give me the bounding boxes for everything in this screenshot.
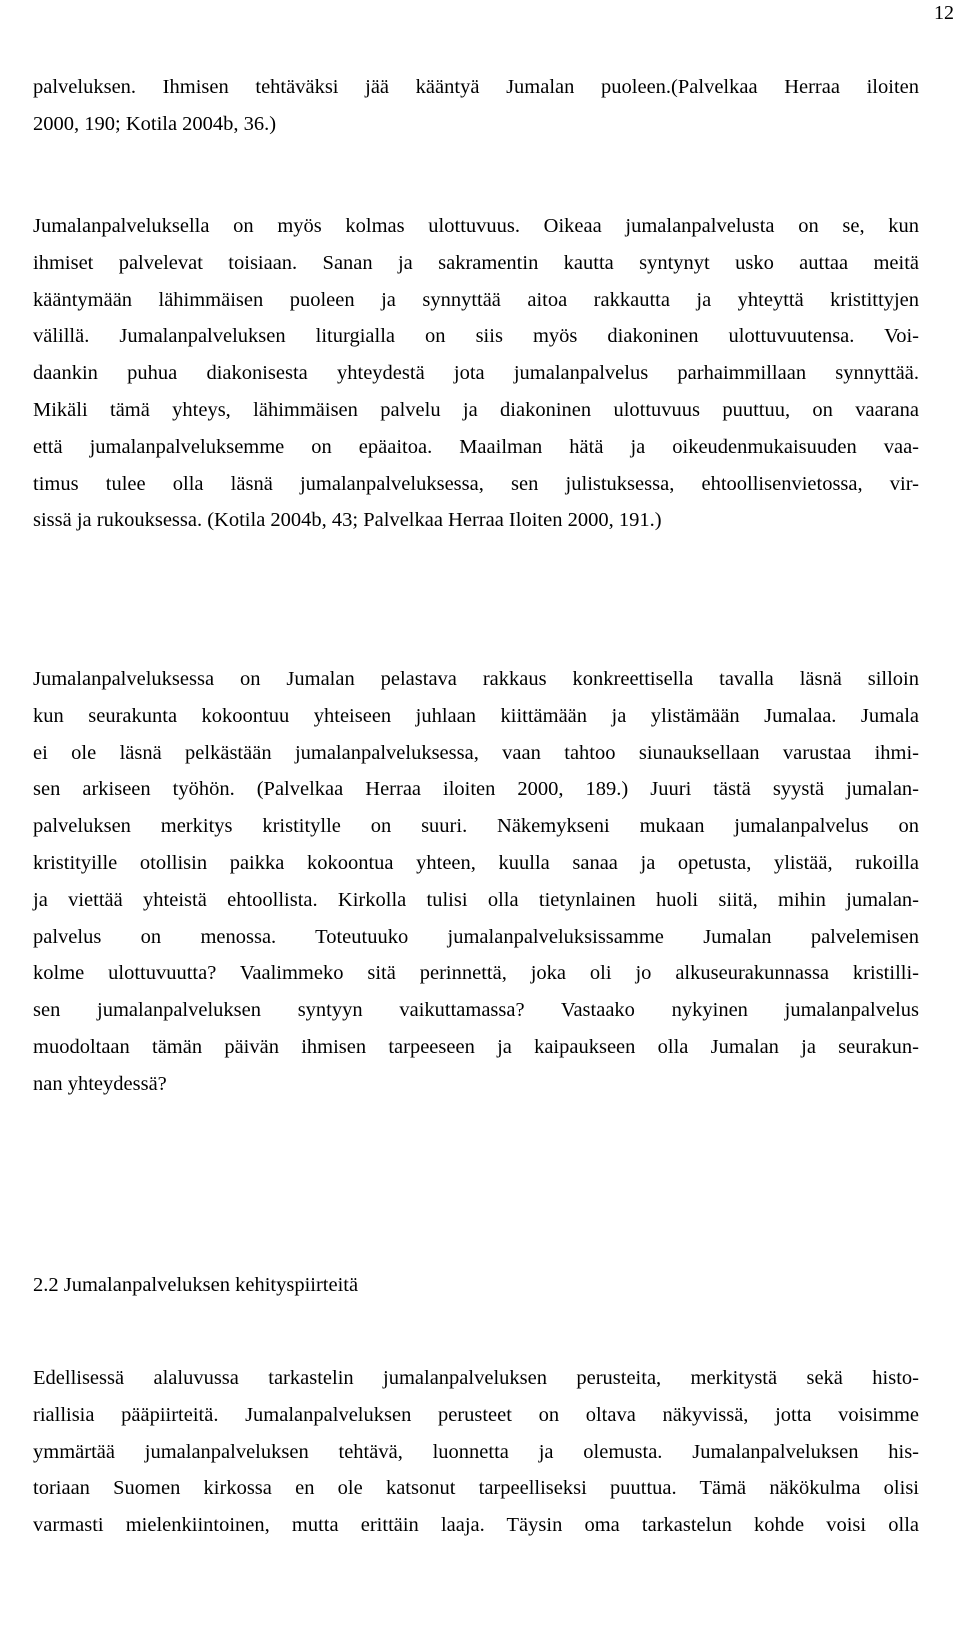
section-heading-text: 2.2 Jumalanpalveluksen kehityspiirteitä: [33, 1274, 359, 1296]
text-line: kun seurakunta kokoontuu yhteiseen juhlaan kiittämään ja ylistämään Jumalaa. Jumala: [33, 704, 919, 727]
text-line: 2000, 190; Kotila 2004b, 36.): [33, 112, 277, 135]
text-line: riallisia pääpiirteitä. Jumalanpalveluksen perusteet on oltava näkyvissä, jotta voisimme: [33, 1403, 919, 1426]
text-line: Edellisessä alaluvussa tarkastelin jumalanpalveluksen perusteita, merkitystä sekä histo-: [33, 1367, 919, 1389]
text-line: kolme ulottuvuutta? Vaalimmeko sitä perinnettä, joka oli jo alkuseurakunnassa kristilli-: [33, 962, 919, 985]
text-line: Mikäli tämä yhteys, lähimmäisen palvelu ja diakoninen ulottuvuus puuttuu, on vaarana: [33, 398, 919, 421]
text-line: sen jumalanpalveluksen syntyyn vaikuttamassa? Vastaako nykyinen jumalanpalvelus: [33, 999, 919, 1022]
text-line: ymmärtää jumalanpalveluksen tehtävä, luonnetta ja olemusta. Jumalanpalveluksen his-: [33, 1440, 919, 1463]
paragraph-1: [33, 69, 919, 143]
text-line: timus tulee olla läsnä jumalanpalveluksessa, sen julistuksessa, ehtoollisenvietossa, vir-: [33, 472, 919, 495]
text-line: ei ole läsnä pelkästään jumalanpalveluksessa, vaan tahtoo siunauksellaan varustaa ihmi-: [33, 741, 919, 764]
text-line: Jumalanpalveluksella on myös kolmas ulottuvuus. Oikeaa jumalanpalvelusta on se, kun: [33, 215, 919, 237]
text-line: kristityille otollisin paikka kokoontua yhteen, kuulla sanaa ja opetusta, ylistää, rukoilla: [33, 851, 919, 874]
text-line: varmasti mielenkiintoinen, mutta erittäin laaja. Täysin oma tarkastelun kohde voisi olla: [33, 1514, 919, 1537]
text-line: Jumalanpalveluksessa on Jumalan pelastava rakkaus konkreettisella tavalla läsnä silloin: [33, 668, 919, 690]
text-line: muodoltaan tämän päivän ihmisen tarpeeseen ja kaipaukseen olla Jumalan ja seurakun-: [33, 1035, 919, 1058]
paragraph-4: [33, 1360, 919, 1544]
text-line: palvelus on menossa. Toteutuuko jumalanpalveluksissamme Jumalan palvelemisen: [33, 925, 919, 948]
paragraph-3: [33, 661, 919, 1103]
text-line: ihmiset palvelevat toisiaan. Sanan ja sakramentin kautta syntynyt usko auttaa meitä: [33, 251, 919, 274]
text-line: toriaan Suomen kirkossa en ole katsonut tarpeelliseksi puuttua. Tämä näkökulma olisi: [33, 1477, 919, 1500]
text-line: sen arkiseen työhön. (Palvelkaa Herraa iloiten 2000, 189.) Juuri tästä syystä jumalan-: [33, 778, 919, 801]
text-line: sissä ja rukouksessa. (Kotila 2004b, 43; Palvelkaa Herraa Iloiten 2000, 191.): [33, 509, 662, 532]
text-line: nan yhteydessä?: [33, 1072, 167, 1095]
text-line: ja viettää yhteistä ehtoollista. Kirkolla tulisi olla tietynlainen huoli siitä, mihin jumalan-: [33, 888, 919, 911]
section-heading: [33, 1267, 919, 1304]
page-number: 12: [934, 2, 954, 24]
text-line: palveluksen merkitys kristitylle on suuri. Näkemykseni mukaan jumalanpalvelus on: [33, 815, 919, 838]
paragraph-2: [33, 208, 919, 539]
text-line: että jumalanpalveluksemme on epäaitoa. Maailman hätä ja oikeudenmukaisuuden vaa-: [33, 435, 919, 458]
text-line: palveluksen. Ihmisen tehtäväksi jää kääntyä Jumalan puoleen.(Palvelkaa Herraa iloiten: [33, 76, 919, 98]
text-line: kääntymään lähimmäisen puoleen ja synnyttää aitoa rakkautta ja yhteyttä kristittyjen: [33, 288, 919, 311]
text-line: välillä. Jumalanpalveluksen liturgialla on siis myös diakoninen ulottuvuutensa. Voi-: [33, 325, 919, 348]
text-line: daankin puhua diakonisesta yhteydestä jota jumalanpalvelus parhaimmillaan synnyttää.: [33, 362, 919, 385]
